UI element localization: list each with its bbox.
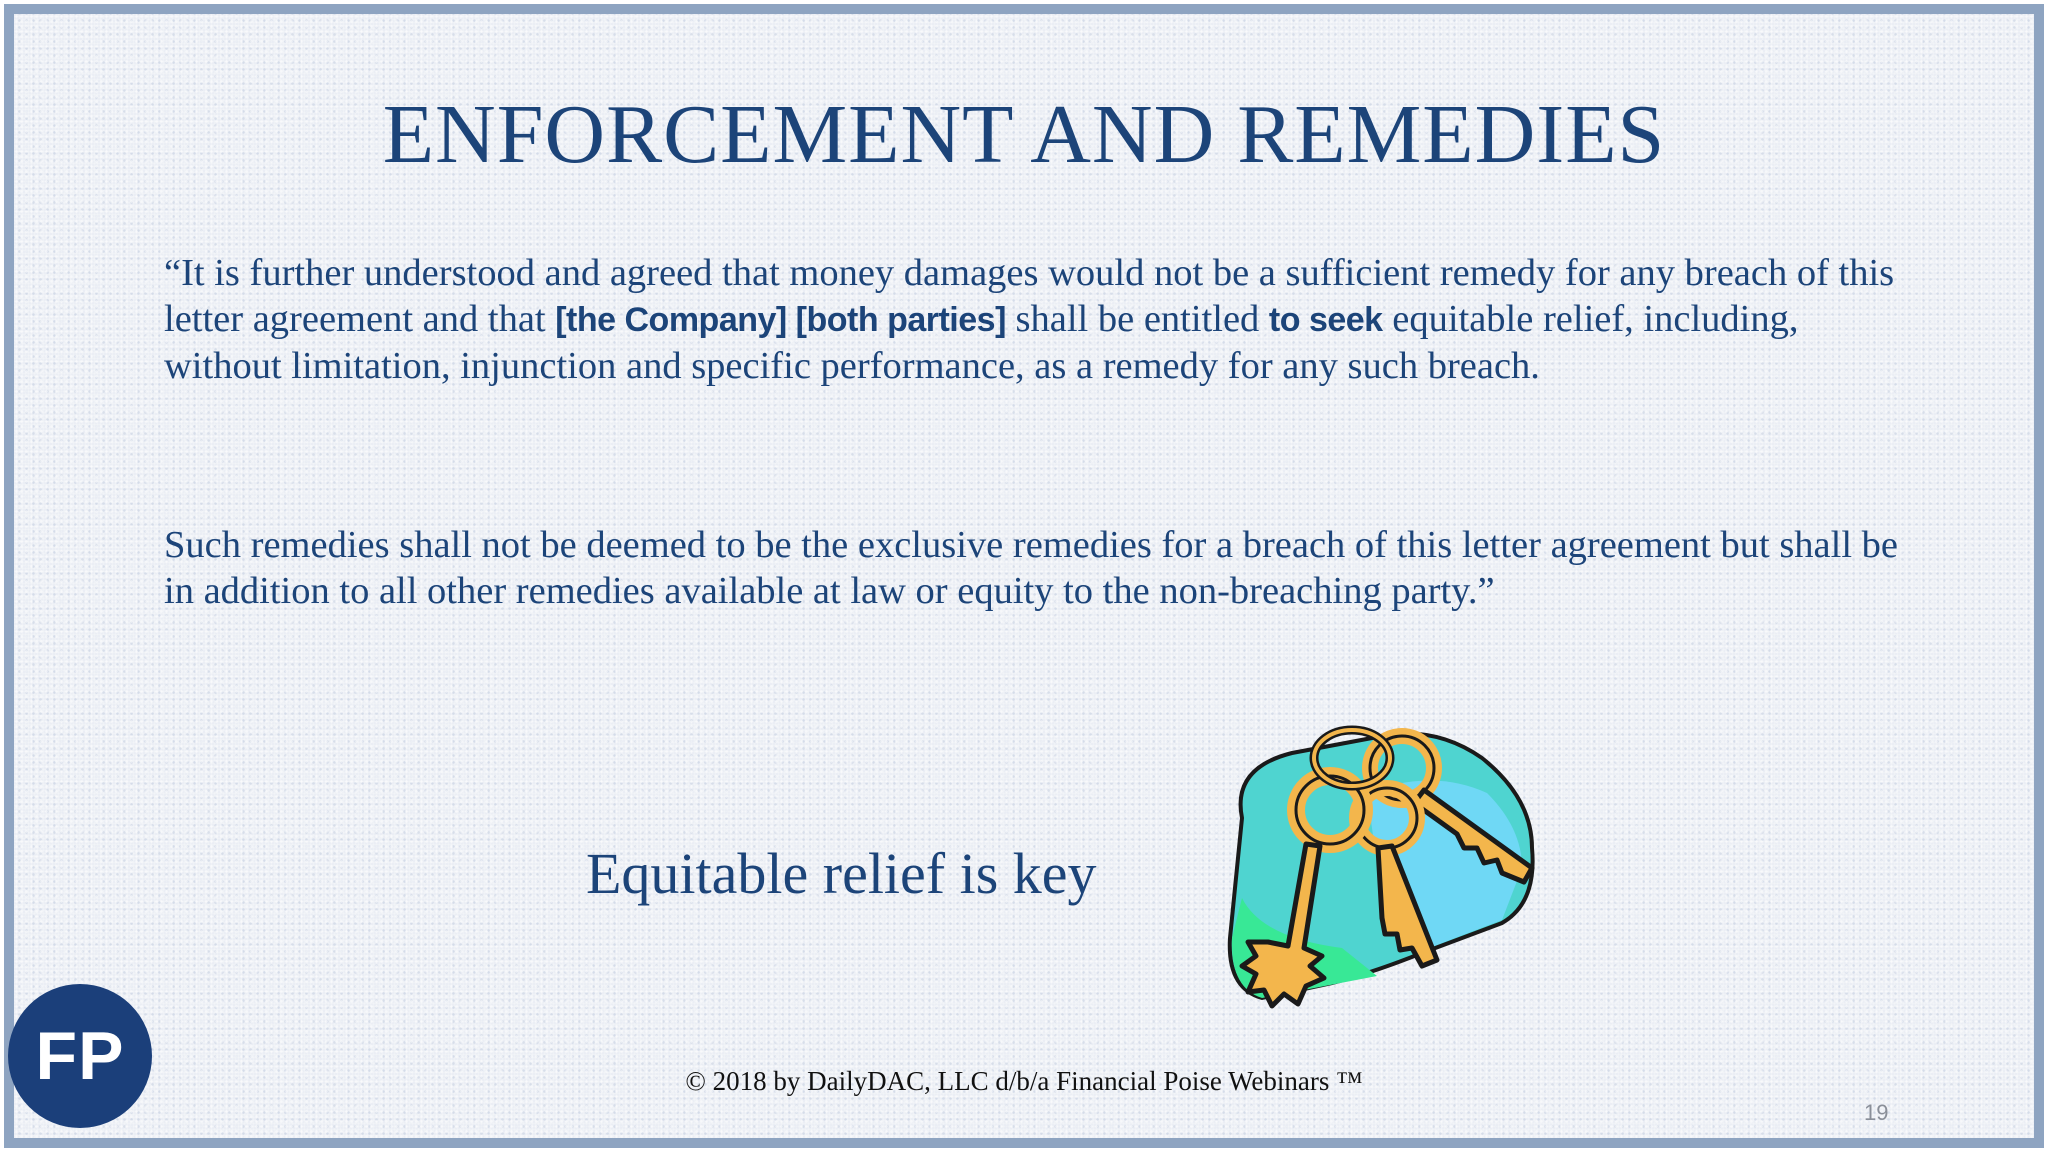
- key-ring-icon: [1202, 698, 1552, 1028]
- quote-text-1: “It is further understood and agreed that money damages would not be a sufficient remedy for any breach of this letter agreement and that: [164, 252, 1895, 340]
- quote-paragraph-2: Such remedies shall not be deemed to be the exclusive remedies for a breach of this letter agreement but shall be in addition to all other remedies available at law or equity to the non-breaching party.”: [164, 524, 1899, 612]
- slide-title: ENFORCEMENT AND REMEDIES: [382, 88, 1666, 181]
- page-number: 19: [1864, 1100, 1889, 1125]
- quote-text-3: equitable relief, including, without limitation, injunction and specific performance, as a remedy for any such breach.: [164, 298, 1799, 387]
- copyright-notice: © 2018 by DailyDAC, LLC d/b/a Financial Poise Webinars ™: [685, 1066, 1363, 1096]
- quote-paragraph-1: [164, 250, 1924, 389]
- quote-text-2: shall be entitled: [1005, 298, 1269, 340]
- tagline: Equitable relief is key: [586, 841, 1097, 906]
- slide: [4, 4, 2044, 1148]
- quote-bold-parties: [the Company] [both parties]: [555, 301, 1006, 339]
- fp-logo-text: FP: [35, 1018, 125, 1094]
- quote-bold-to-seek: to seek: [1268, 301, 1383, 339]
- fp-logo: [8, 984, 152, 1128]
